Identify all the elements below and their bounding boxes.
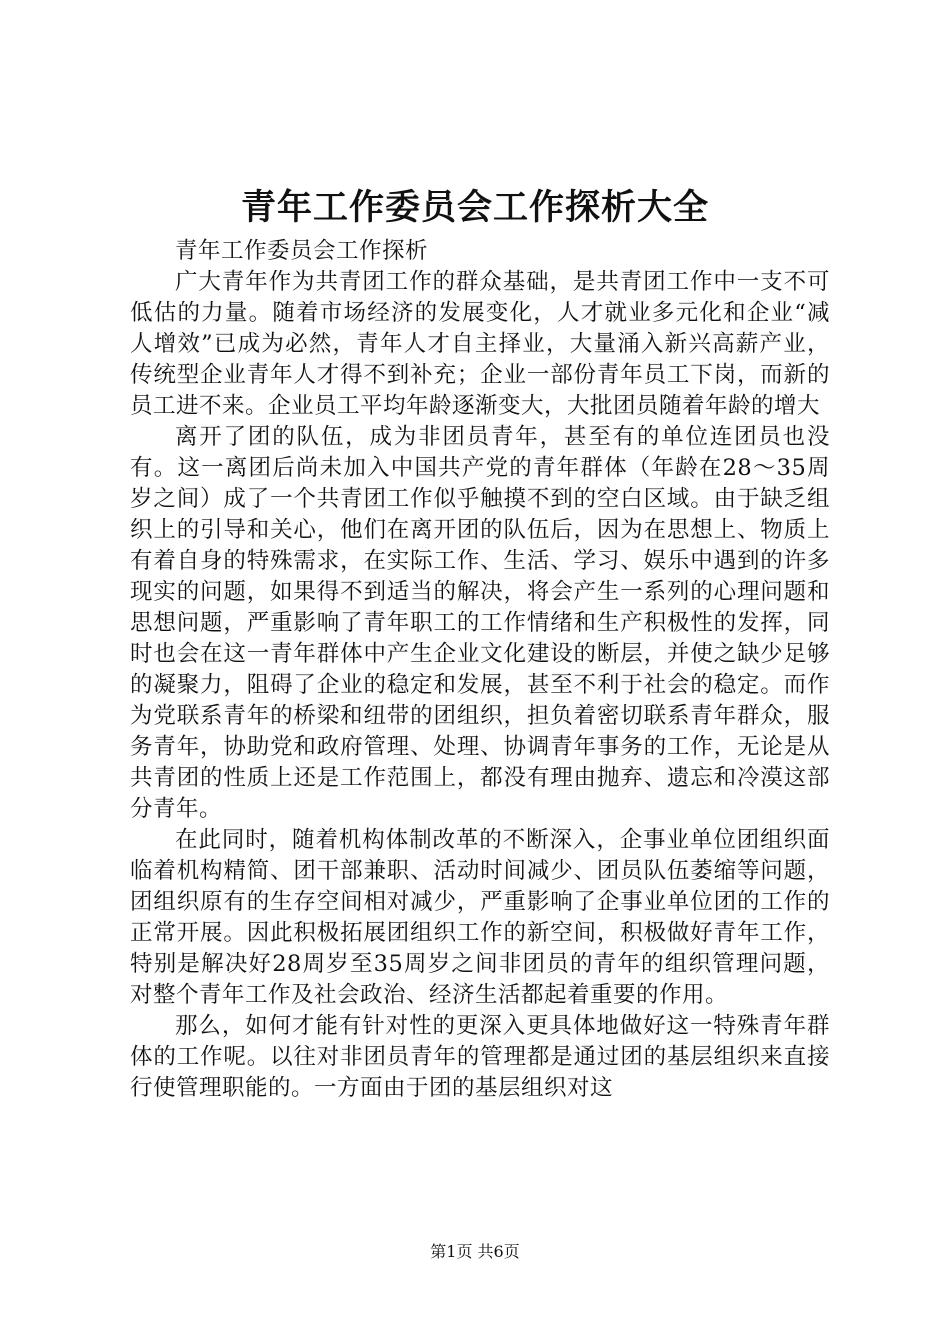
document-title: 青年工作委员会工作探析大全 xyxy=(240,187,709,228)
document-body xyxy=(130,236,830,1104)
body-paragraph: 那么，如何才能有针对性的更深入更具体地做好这一特殊青年群体的工作呢。以往对非团员青年的管理都是通过团的基层组织来直接行使管理职能的。一方面由于团的基层组织对这 xyxy=(130,1013,830,1101)
subtitle-paragraph: 青年工作委员会工作探析 xyxy=(175,238,429,264)
body-paragraph: 离开了团的队伍，成为非团员青年，甚至有的单位连团员也没有。这一离团后尚未加入中国共产党的青年群体（年龄在28～35周岁之间）成了一个共青团工作似乎触摸不到的空白区域。由于缺乏组织上的引导和关心，他们在离开团的队伍后，因为在思想上、物质上有着自身的特殊需求，在实际工作、生活、学习、娱乐中遇到的许多现实的问题，如果得不到适当的解决，将会产生一系列的心理问题和思想问题，严重影响了青年职工的工作情绪和生产积极性的发挥，同时也会在这一青年群体中产生企业文化建设的断层，并使之缺少足够的凝聚力，阻碍了企业的稳定和发展，甚至不利于社会的稳定。而作为党联系青年的桥梁和纽带的团组织，担负着密切联系青年群众，服务青年，协助党和政府管理、处理、协调青年事务的工作，无论是从共青团的性质上还是工作范围上，都没有理由抛弃、遗忘和冷漠这部分青年。 xyxy=(130,424,830,822)
body-paragraph: 在此同时，随着机构体制改革的不断深入，企事业单位团组织面临着机构精简、团干部兼职、活动时间减少、团员队伍萎缩等问题，团组织原有的生存空间相对减少，严重影响了企事业单位团的工作的正常开展。因此积极拓展团组织工作的新空间，积极做好青年工作，特别是解决好28周岁至35周岁之间非团员的青年的组织管理问题，对整个青年工作及社会政治、经济生活都起着重要的作用。 xyxy=(130,827,830,1008)
page-number-footer: 第1页 共6页 xyxy=(430,1242,520,1261)
body-paragraph: 广大青年作为共青团工作的群众基础，是共青团工作中一支不可低估的力量。随着市场经济的发展变化，人才就业多元化和企业“减人增效”已成为必然，青年人才自主择业，大量涌入新兴高薪产业，传统型企业青年人才得不到补充；企业一部份青年员工下岗，而新的员工进不来。企业员工平均年龄逐渐变大，大批团员随着年龄的增大 xyxy=(130,269,830,419)
